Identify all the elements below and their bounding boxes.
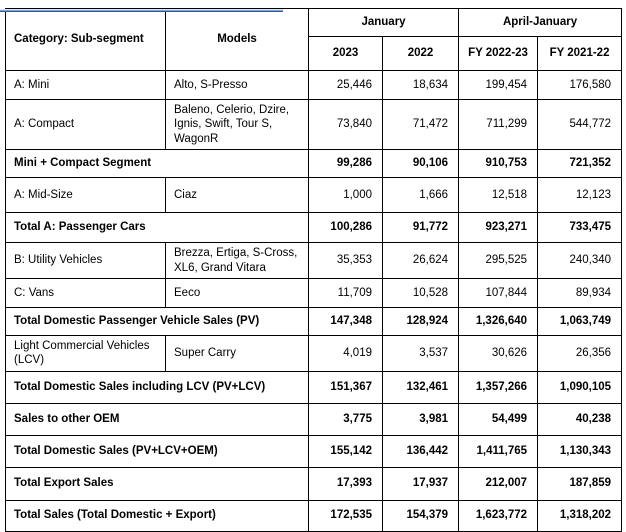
value-cell: 107,844 bbox=[459, 278, 538, 307]
table-row bbox=[6, 335, 622, 371]
value-cell: 11,709 bbox=[309, 278, 383, 307]
value-cell: 132,461 bbox=[383, 371, 459, 403]
table-row bbox=[6, 71, 622, 100]
value-cell: 71,472 bbox=[383, 100, 459, 150]
value-cell: 1,326,640 bbox=[459, 307, 538, 335]
category-cell: Light Commercial Vehicles (LCV) bbox=[6, 335, 166, 371]
table-row bbox=[6, 243, 622, 279]
value-cell: 99,286 bbox=[309, 150, 383, 178]
top-blue-line bbox=[0, 9, 283, 12]
value-cell: 733,475 bbox=[538, 213, 622, 243]
models-cell: Super Carry bbox=[166, 335, 309, 371]
value-cell: 1,411,765 bbox=[459, 435, 538, 467]
value-cell: 240,340 bbox=[538, 243, 622, 279]
value-cell: 1,000 bbox=[309, 178, 383, 213]
value-cell: 3,775 bbox=[309, 403, 383, 435]
header-fy-2022-23: FY 2022-23 bbox=[459, 37, 538, 71]
table-row-total bbox=[6, 403, 622, 435]
value-cell: 923,271 bbox=[459, 213, 538, 243]
value-cell: 73,840 bbox=[309, 100, 383, 150]
value-cell: 295,525 bbox=[459, 243, 538, 279]
table-row-total bbox=[6, 467, 622, 500]
models-cell: Baleno, Celerio, Dzire, Ignis, Swift, Tour S, WagonR bbox=[166, 100, 309, 150]
value-cell: 25,446 bbox=[309, 71, 383, 100]
header-january: January bbox=[309, 9, 459, 37]
value-cell: 26,356 bbox=[538, 335, 622, 371]
category-cell: A: Compact bbox=[6, 100, 166, 150]
value-cell: 136,442 bbox=[383, 435, 459, 467]
value-cell: 147,348 bbox=[309, 307, 383, 335]
value-cell: 199,454 bbox=[459, 71, 538, 100]
models-cell: Ciaz bbox=[166, 178, 309, 213]
total-label-cell: Total Domestic Passenger Vehicle Sales (PV) bbox=[6, 307, 309, 335]
total-label-cell: Sales to other OEM bbox=[6, 403, 309, 435]
value-cell: 10,528 bbox=[383, 278, 459, 307]
table-row-total bbox=[6, 435, 622, 467]
value-cell: 711,299 bbox=[459, 100, 538, 150]
header-models: Models bbox=[166, 9, 309, 71]
value-cell: 1,063,749 bbox=[538, 307, 622, 335]
value-cell: 35,353 bbox=[309, 243, 383, 279]
value-cell: 3,537 bbox=[383, 335, 459, 371]
value-cell: 155,142 bbox=[309, 435, 383, 467]
value-cell: 910,753 bbox=[459, 150, 538, 178]
header-april-january: April-January bbox=[459, 9, 622, 37]
category-cell: C: Vans bbox=[6, 278, 166, 307]
models-cell: Alto, S-Presso bbox=[166, 71, 309, 100]
value-cell: 90,106 bbox=[383, 150, 459, 178]
table-row-total bbox=[6, 213, 622, 243]
models-cell: Brezza, Ertiga, S-Cross, XL6, Grand Vitara bbox=[166, 243, 309, 279]
value-cell: 1,623,772 bbox=[459, 500, 538, 531]
header-row-groups bbox=[6, 9, 622, 37]
sales-table bbox=[5, 8, 622, 532]
total-label-cell: Total Domestic Sales including LCV (PV+LCV) bbox=[6, 371, 309, 403]
value-cell: 100,286 bbox=[309, 213, 383, 243]
header-category: Category: Sub-segment bbox=[6, 9, 166, 71]
models-cell: Eeco bbox=[166, 278, 309, 307]
value-cell: 12,123 bbox=[538, 178, 622, 213]
value-cell: 176,580 bbox=[538, 71, 622, 100]
total-label-cell: Total Sales (Total Domestic + Export) bbox=[6, 500, 309, 531]
value-cell: 154,379 bbox=[383, 500, 459, 531]
value-cell: 4,019 bbox=[309, 335, 383, 371]
table-row bbox=[6, 278, 622, 307]
header-2022: 2022 bbox=[383, 37, 459, 71]
category-cell: A: Mini bbox=[6, 71, 166, 100]
value-cell: 30,626 bbox=[459, 335, 538, 371]
table-row-total bbox=[6, 500, 622, 531]
value-cell: 187,859 bbox=[538, 467, 622, 500]
value-cell: 3,981 bbox=[383, 403, 459, 435]
value-cell: 212,007 bbox=[459, 467, 538, 500]
value-cell: 40,238 bbox=[538, 403, 622, 435]
value-cell: 26,624 bbox=[383, 243, 459, 279]
value-cell: 89,934 bbox=[538, 278, 622, 307]
total-label-cell: Total Domestic Sales (PV+LCV+OEM) bbox=[6, 435, 309, 467]
table-row bbox=[6, 178, 622, 213]
value-cell: 1,318,202 bbox=[538, 500, 622, 531]
table-row bbox=[6, 100, 622, 150]
table-row-total bbox=[6, 371, 622, 403]
value-cell: 12,518 bbox=[459, 178, 538, 213]
value-cell: 17,937 bbox=[383, 467, 459, 500]
value-cell: 91,772 bbox=[383, 213, 459, 243]
value-cell: 17,393 bbox=[309, 467, 383, 500]
value-cell: 172,535 bbox=[309, 500, 383, 531]
value-cell: 151,367 bbox=[309, 371, 383, 403]
value-cell: 544,772 bbox=[538, 100, 622, 150]
value-cell: 721,352 bbox=[538, 150, 622, 178]
header-fy-2021-22: FY 2021-22 bbox=[538, 37, 622, 71]
total-label-cell: Total Export Sales bbox=[6, 467, 309, 500]
total-label-cell: Mini + Compact Segment bbox=[6, 150, 309, 178]
table-row-total bbox=[6, 307, 622, 335]
value-cell: 1,090,105 bbox=[538, 371, 622, 403]
header-2023: 2023 bbox=[309, 37, 383, 71]
value-cell: 18,634 bbox=[383, 71, 459, 100]
value-cell: 54,499 bbox=[459, 403, 538, 435]
total-label-cell: Total A: Passenger Cars bbox=[6, 213, 309, 243]
category-cell: B: Utility Vehicles bbox=[6, 243, 166, 279]
category-cell: A: Mid-Size bbox=[6, 178, 166, 213]
table-row-total bbox=[6, 150, 622, 178]
value-cell: 1,130,343 bbox=[538, 435, 622, 467]
value-cell: 1,666 bbox=[383, 178, 459, 213]
value-cell: 1,357,266 bbox=[459, 371, 538, 403]
value-cell: 128,924 bbox=[383, 307, 459, 335]
